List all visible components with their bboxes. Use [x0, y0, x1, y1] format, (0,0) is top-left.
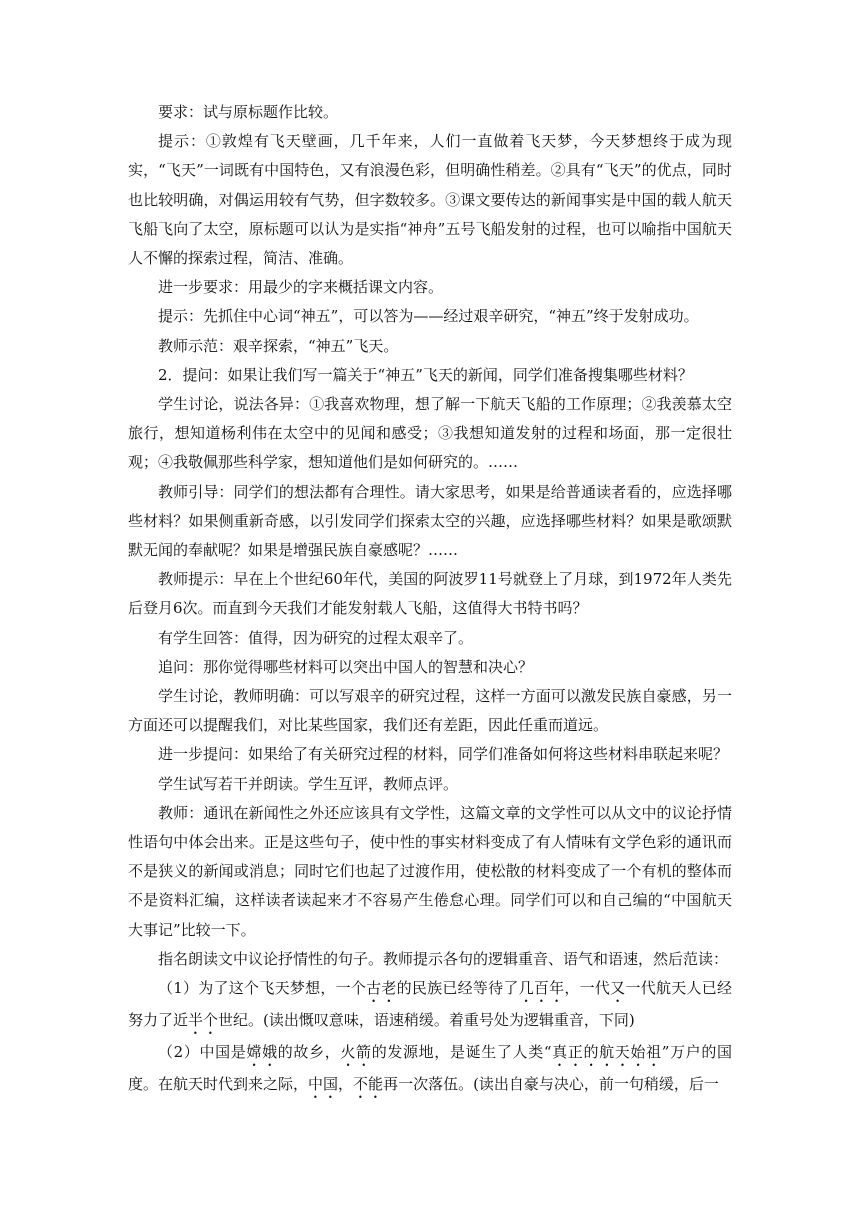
- text-segment: ，: [338, 1075, 354, 1094]
- paragraph: [128, 740, 732, 769]
- text-segment: 提示：先抓住中心词“神五”，可以答为——经过艰辛研究，“神五”终于发射成功。: [158, 307, 699, 326]
- text-segment: 一代航天人已经努力了近: [128, 979, 732, 1030]
- text-segment: ”万户的国度。在航天时代到来之际，: [128, 1043, 732, 1094]
- paragraph: [128, 624, 732, 653]
- paragraph: [128, 478, 732, 566]
- text-segment: 再一次落伍。(读出自豪与决心，前一句稍缓，后一: [383, 1075, 719, 1094]
- paragraph: [128, 565, 732, 623]
- paragraph: [128, 127, 732, 273]
- emphasized-text: 不能: [353, 1075, 384, 1094]
- text-segment: 的故乡，: [277, 1043, 341, 1062]
- text-segment: 的民族已经等待了: [396, 979, 519, 998]
- emphasized-text: 火箭: [340, 1043, 372, 1062]
- emphasized-text: 中国: [308, 1075, 339, 1094]
- paragraph: [128, 302, 732, 331]
- emphasized-text: 嫦娥: [246, 1043, 278, 1062]
- text-segment: 学生试写若干并朗读。学生互评，教师点评。: [158, 774, 459, 793]
- text-segment: （1）为了这个飞天梦想，一个: [158, 979, 367, 998]
- paragraph: [128, 799, 732, 945]
- text-segment: 学生讨论，说法各异：①我喜欢物理，想了解一下航天飞船的工作原理；②我羡慕太空旅行，想知道杨利伟在太空中的见闻和感受；③我想知道发射的过程和场面，那一定很壮观；④我敬佩那些科学家，想知道他们是如何研究的。……: [128, 395, 732, 472]
- paragraph: [128, 361, 732, 390]
- emphasized-text: 又: [610, 979, 626, 998]
- text-segment: 进一步提问：如果给了有关研究过程的材料，同学们准备如何将这些材料串联起来呢？: [158, 745, 729, 764]
- text-segment: 指名朗读文中议论抒情性的句子。教师提示各句的逻辑重音、语气和语速，然后范读：: [158, 949, 729, 968]
- paragraph: [128, 682, 732, 740]
- text-segment: 教师引导：同学们的想法都有合理性。请大家思考，如果是给普通读者看的，应选择哪些材料？如果侧重新奇感，以引发同学们探索太空的兴趣，应选择哪些材料？如果是歌颂默默无闻的奉献呢？如果是增强民族自豪感呢？……: [128, 482, 732, 560]
- emphasized-text: 几百年: [518, 979, 565, 998]
- text-segment: （2）中国是: [158, 1043, 247, 1062]
- text-segment: 教师：通讯在新闻性之外还应该具有文学性，这篇文章的文学性可以从文中的议论抒情性语句中体会出来。正是这些句子，使中性的事实材料变成了有人情味有文学色彩的通讯而不是狭义的新闻或消息；同时它们也起了过渡作用，使松散的材料变成了一个有机的整体而不是资料汇编，这样读者读起来才不容易产生倦怠心理。同学们可以和自己编的“中国航天大事记”比较一下。: [128, 803, 732, 939]
- document-body: [128, 98, 732, 1102]
- paragraph: [128, 974, 732, 1038]
- emphasized-text: 真正的航天始祖: [551, 1043, 662, 1062]
- text-segment: 学生讨论，教师明确：可以写艰辛的研究过程，这样一方面可以激发民族自豪感，另一方面还可以提醒我们，对比某些国家，我们还有差距，因此任重而道远。: [128, 687, 732, 735]
- text-segment: 追问：那你觉得哪些材料可以突出中国人的智慧和决心？: [158, 657, 534, 676]
- text-segment: ，一代: [564, 979, 611, 998]
- paragraph: [128, 98, 732, 127]
- text-segment: 教师示范：艰辛探索，“神五”飞天。: [158, 336, 399, 355]
- paragraph: [128, 332, 732, 361]
- paragraph: [128, 1038, 732, 1102]
- text-segment: 要求：试与原标题作比较。: [158, 103, 339, 121]
- text-segment: 有学生回答：值得，因为研究的过程太艰辛了。: [158, 628, 474, 647]
- text-segment: 2．提问：如果让我们写一篇关于“神五”飞天的新闻，同学们准备搜集哪些材料？: [158, 365, 693, 384]
- paragraph: [128, 390, 732, 478]
- emphasized-text: 半个: [188, 1011, 219, 1030]
- emphasized-text: 古老: [366, 979, 397, 998]
- text-segment: 的发源地，是诞生了人类“: [371, 1043, 552, 1062]
- text-segment: 教师提示：早在上个世纪60年代，美国的阿波罗11号就登上了月球，到1972年人类先后登月6次。而直到今天我们才能发射载人飞船，这值得大书特书吗？: [128, 570, 732, 618]
- text-segment: 提示：①敦煌有飞天壁画，几千年来，人们一直做着飞天梦，今天梦想终于成为现实，“飞天”一词既有中国特色，又有浪漫色彩，但明确性稍差。②具有“飞天”的优点，同时也比较明确，对偶运用较有气势，但字数较多。③课文要传达的新闻事实是中国的载人航天飞船飞向了太空，原标题可以认为是实指“神舟”五号飞船发射的过程，也可以喻指中国航天人不懈的探索过程，简洁、准确。: [128, 132, 732, 268]
- paragraph: [128, 273, 732, 302]
- text-segment: 进一步要求：用最少的字来概括课文内容。: [158, 278, 444, 297]
- paragraph: [128, 653, 732, 682]
- paragraph: [128, 770, 732, 799]
- paragraph: [128, 945, 732, 974]
- text-segment: 世纪。(读出慨叹意味，语速稍缓。着重号处为逻辑重音，下同): [218, 1011, 635, 1030]
